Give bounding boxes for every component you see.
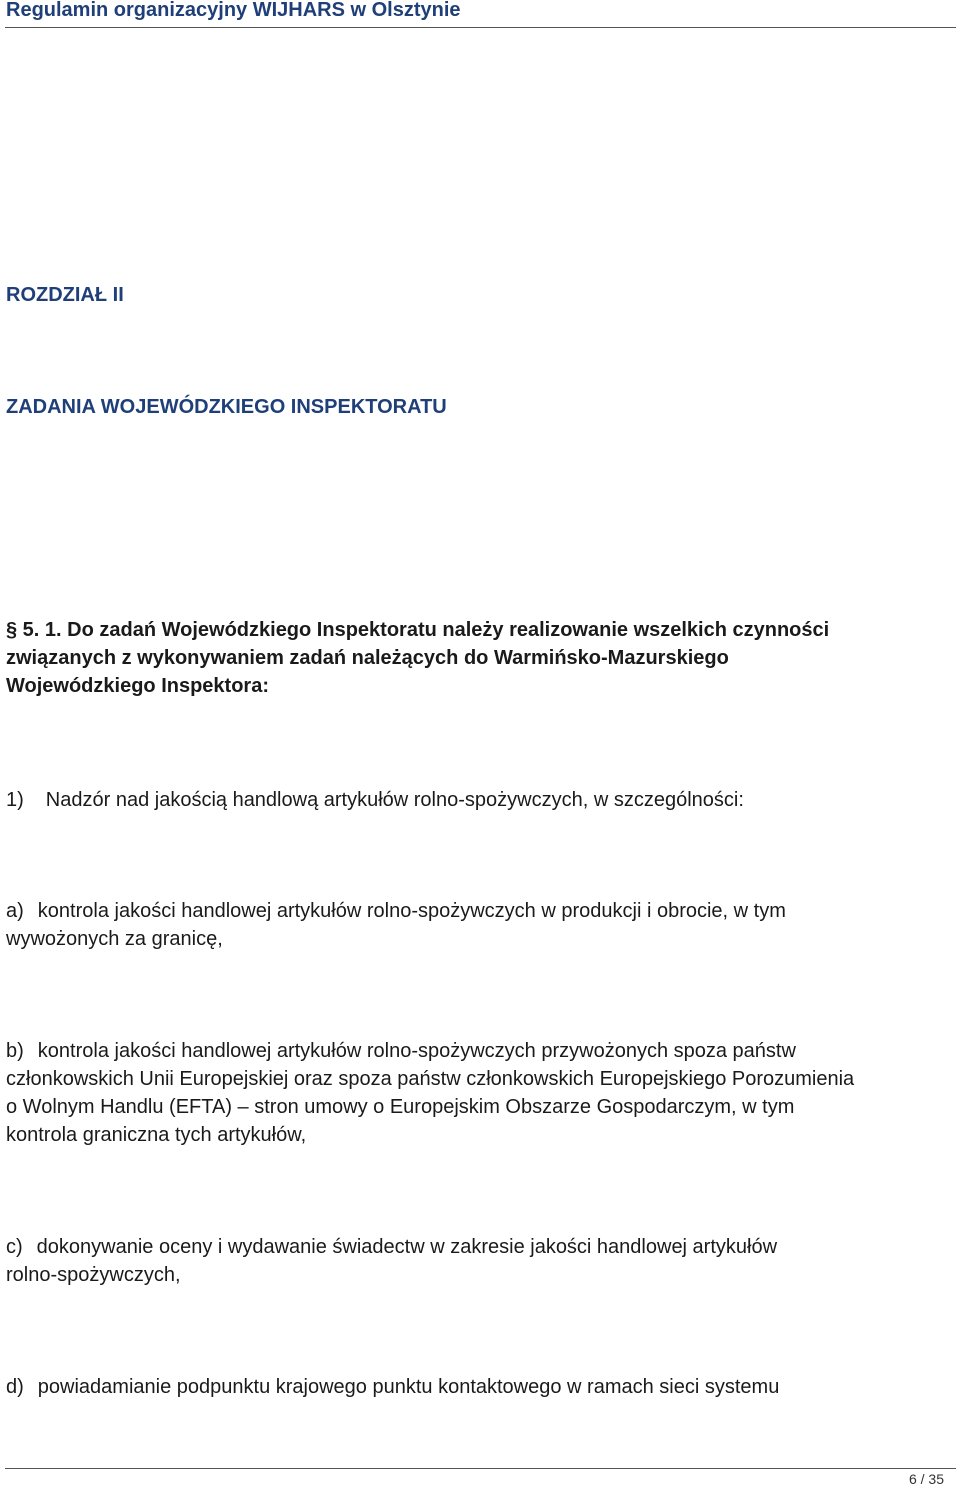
list-item-label: c)	[6, 1236, 23, 1258]
list-item-text: kontrola jakości handlowej artykułów rolno-spożywczych przywożonych spoza państw	[37, 1040, 796, 1062]
list-item-label: b)	[6, 1040, 24, 1062]
document-header-title: Regulamin organizacyjny WIJHARS w Olsztynie	[6, 0, 461, 21]
list-item-label: d)	[6, 1376, 24, 1398]
list-item-label: 1)	[6, 789, 24, 811]
list-item-b	[6, 1037, 956, 1149]
list-item-line	[6, 786, 956, 814]
list-item-text: kontrola jakości handlowej artykułów rolno-spożywczych w produkcji i obrocie, w tym	[37, 900, 786, 922]
list-item-c	[6, 1233, 956, 1289]
section-paragraph	[6, 616, 956, 700]
list-item-line: członkowskich Unii Europejskiej oraz spoza państw członkowskich Europejskiego Porozumienia	[6, 1068, 855, 1090]
list-item-line	[6, 897, 956, 925]
list-item-line	[6, 1233, 956, 1261]
list-item-line: o Wolnym Handlu (EFTA) – stron umowy o Europejskim Obszarze Gospodarczym, w tym	[6, 1096, 795, 1118]
list-item-1	[6, 786, 956, 814]
list-item-text: dokonywanie oceny i wydawanie świadectw w zakresie jakości handlowej artykułów	[36, 1236, 778, 1258]
chapter-label: ROZDZIAŁ II	[6, 284, 124, 306]
list-item-a	[6, 897, 956, 953]
list-item-line	[6, 1037, 956, 1065]
list-item-line: kontrola graniczna tych artykułów,	[6, 1124, 307, 1146]
section-line: związanych z wykonywaniem zadań należących do Warmińsko-Mazurskiego	[6, 647, 729, 669]
page-number: 6 / 35	[908, 1471, 944, 1487]
section-line: Wojewódzkiego Inspektora:	[6, 675, 269, 697]
chapter-title: ZADANIA WOJEWÓDZKIEGO INSPEKTORATU	[6, 396, 447, 418]
list-item-text: Nadzór nad jakością handlową artykułów rolno-spożywczych, w szczególności:	[45, 789, 744, 811]
header-divider	[5, 27, 956, 28]
section-line: § 5. 1. Do zadań Wojewódzkiego Inspektoratu należy realizowanie wszelkich czynności	[6, 619, 830, 641]
list-item-line: wywożonych za granicę,	[6, 928, 223, 950]
list-item-text: powiadamianie podpunktu krajowego punktu kontaktowego w ramach sieci systemu	[37, 1376, 780, 1398]
list-item-line: rolno-spożywczych,	[6, 1264, 181, 1286]
list-item-label: a)	[6, 900, 24, 922]
footer-divider	[5, 1468, 956, 1469]
list-item-d	[6, 1373, 956, 1401]
list-item-line	[6, 1373, 956, 1401]
